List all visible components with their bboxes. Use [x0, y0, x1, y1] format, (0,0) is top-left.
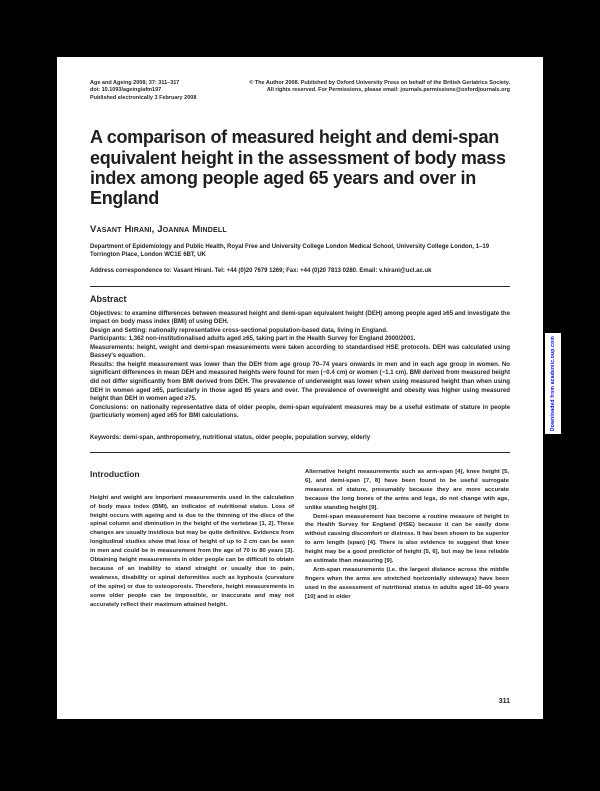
abstract-design: [90, 327, 510, 336]
right-paragraph-1: Alternative height measurements such as arm-span [4], knee height [5, 6], and demi-span [7, 8] have been found to be useful surrogate measures of stature, presumably because they are more accurate because the long bones of the arms and legs, do not change with age, unlike standing height [9].: [305, 468, 509, 511]
introduction-heading: Introduction: [90, 468, 140, 479]
abstract-conclusions-text: on nationally representative data of older people, demi-span equivalent measures may be a useful estimate of stature in people (particularly women) aged ≥65 for BMI calculations.: [90, 403, 510, 420]
keywords-text: demi-span, anthropometry, nutritional status, older people, population survey, elderly: [121, 433, 371, 441]
abstract-results-text: the height measurement was lower than the DEH from age group 70–74 years onwards in men and in each age group in women. No significant differences in mean DEH and measured heights were found for men (−0.4 cm) or women (−1.1 cm). BMI derived from measured height did not differ significantly from BMI derived from DEH. The prevalence of underweight was lower when using measured height than when using DEH in women aged ≥65, particularly in those aged 85 years and over. The prevalence of overweight and obesity was higher using measured height than DEH in women aged ≥75.: [90, 360, 510, 403]
abstract-design-text: nationally representative cross-sectional population-based data, living in England.: [147, 326, 388, 334]
abstract-conclusions: [90, 404, 510, 421]
author-affiliation: Department of Epidemiology and Public Health, Royal Free and University College London Medical School, University College London, 1–19 Torrington Place, London WC1E 6BT, UK: [90, 243, 490, 258]
copyright-line: © The Author 2008. Published by Oxford University Press on behalf of the British Geriatrics Society.: [249, 80, 510, 86]
permissions-line: All rights reserved. For Permissions, please email: journals.permissions@oxfordjournals.org: [266, 87, 510, 94]
right-paragraph-3: Arm-span measurements (i.e. the largest distance across the middle fingers when the arms are stretched horizontally sideways) have been used in the assessment of nutritional status in adults aged 18–60 years [10] and in older: [305, 567, 509, 601]
article-authors: Vasant Hirani, Joanna Mindell: [90, 223, 227, 235]
abstract-body: [90, 310, 510, 421]
journal-header-left: [90, 80, 196, 102]
abstract-participants: [90, 335, 510, 344]
downloaded-from-link-text: Downloaded from academic.oup.com: [550, 335, 556, 432]
left-column: [90, 468, 294, 611]
abstract-measurements-label: Measurements:: [90, 343, 135, 351]
right-paragraph-2: Demi-span measurement has become a routine measure of height in the Health Survey for England (HSE) because it can be easily done without causing discomfort or distress. It has been shown to be superior to arm length (span) [4]. There is also evidence to suggest that knee height may be a good predictor of height [5, 6], but may be less reliable an estimate than measuring [9].: [305, 513, 509, 565]
abstract-conclusions-label: Conclusions:: [90, 403, 129, 411]
abstract-design-label: Design and Setting:: [90, 326, 148, 334]
section-rule: [90, 452, 510, 453]
downloaded-from-link[interactable]: [545, 333, 561, 434]
header-rule: [90, 286, 510, 287]
keywords-label: Keywords:: [90, 433, 122, 441]
citation-line: Age and Ageing 2008; 37: 311–317: [90, 80, 180, 86]
article-title: A comparison of measured height and demi-span equivalent height in the assessment of body mass index among people aged 65 years and over in England: [90, 127, 506, 209]
abstract-measurements-text: height, weight and demi-span measurements were taken according to standardised HSE protocols. DEH was calculated using Bassey's equation.: [90, 343, 510, 360]
abstract-results: [90, 361, 510, 404]
journal-header: [90, 80, 510, 102]
journal-header-right: [249, 80, 510, 102]
abstract-measurements: [90, 344, 510, 361]
abstract-results-label: Results:: [90, 360, 115, 368]
abstract-objectives: [90, 310, 510, 327]
keywords-line: [90, 434, 510, 441]
doi-line: doi: 10.1093/ageing/afm197: [90, 87, 162, 94]
abstract-heading: Abstract: [90, 293, 127, 304]
abstract-objectives-text: to examine differences between measured height and demi-span equivalent height (DEH) among people aged ≥65 and investigate the impact on body mass index (BMI) of using DEH.: [90, 309, 510, 326]
intro-paragraph: Height and weight are important measurements used in the calculation of body mass index (BMI), an indicator of nutritional status. Loss of height occurs with ageing and is due to the thinning of the discs of the spinal column and diminution in the height of the vertebrae [1, 2]. These changes are usually insidious but may be quite definitive. Evidence from longitudinal studies show that loss of height of up to 2 cm can be seen in men and could be in measurement from the age of 70 to 80 years [3]. Obtaining height measurements in older people can be difficult to obtain because of an inability to stand straight or usually due to pain, weakness, disability or spinal deformities such as kyphosis (curvature of the spine) or due to osteoporosis. Therefore, height measurements in some older people can be impossible, or inaccurate and may not accurately reflect their maximum attained height.: [90, 494, 294, 609]
abstract-participants-text: 1,362 non-institutionalised adults aged ≥65, taking part in the Health Survey for England 2000/2001.: [126, 335, 416, 343]
paper-page: [57, 57, 543, 719]
correspondence-note: Address correspondence to: Vasant Hirani. Tel: +44 (0)20 7679 1269; Fax: +44 (0)20 7813 0280. Email: v.hirani@ucl.ac.uk: [90, 268, 432, 275]
page-number: 311: [498, 698, 510, 705]
article-body: [90, 468, 510, 611]
right-column: [305, 468, 509, 611]
abstract-participants-label: Participants:: [90, 335, 127, 343]
published-line: Published electronically 3 February 2008: [90, 94, 197, 101]
abstract-objectives-label: Objectives:: [90, 309, 123, 317]
